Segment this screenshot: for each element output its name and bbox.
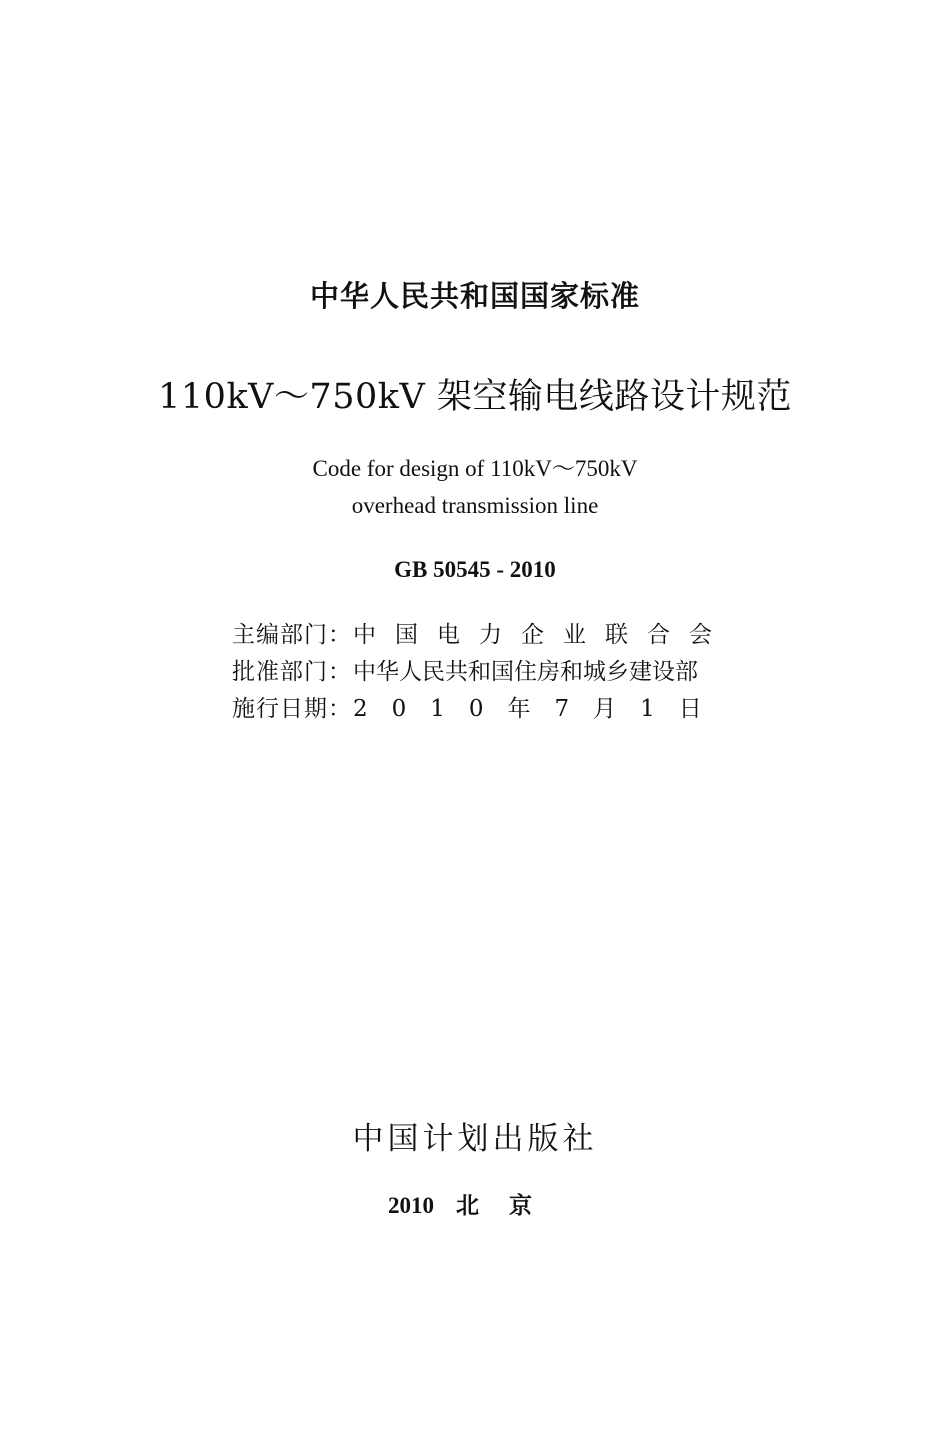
info-label: 批准部门： [232,659,352,685]
info-row-chief-editor [232,618,731,652]
info-row-approval [232,655,698,689]
standard-code: GB 50545 - 2010 [394,557,556,582]
info-label: 施行日期： [232,696,352,722]
info-value: 2010年7月1日 [353,696,726,722]
publication-city: 北京 [456,1193,562,1219]
publication-place [0,1190,950,1222]
standard-type: 中华人民共和国国家标准 [309,279,640,313]
title-chinese: 110kV～750kV 架空输电线路设计规范 [158,377,792,417]
info-row-effective-date [232,692,726,726]
publisher: 中国计划出版社 [352,1121,598,1157]
info-label: 主编部门： [232,622,352,648]
info-value: 中华人民共和国住房和城乡建设部 [353,659,698,685]
info-value: 中国电力企业联合会 [353,622,731,648]
title-english-line-2: overhead transmission line [351,493,599,518]
publication-year: 2010 [388,1193,434,1218]
title-english-line-1: Code for design of 110kV～750kV [312,456,638,481]
